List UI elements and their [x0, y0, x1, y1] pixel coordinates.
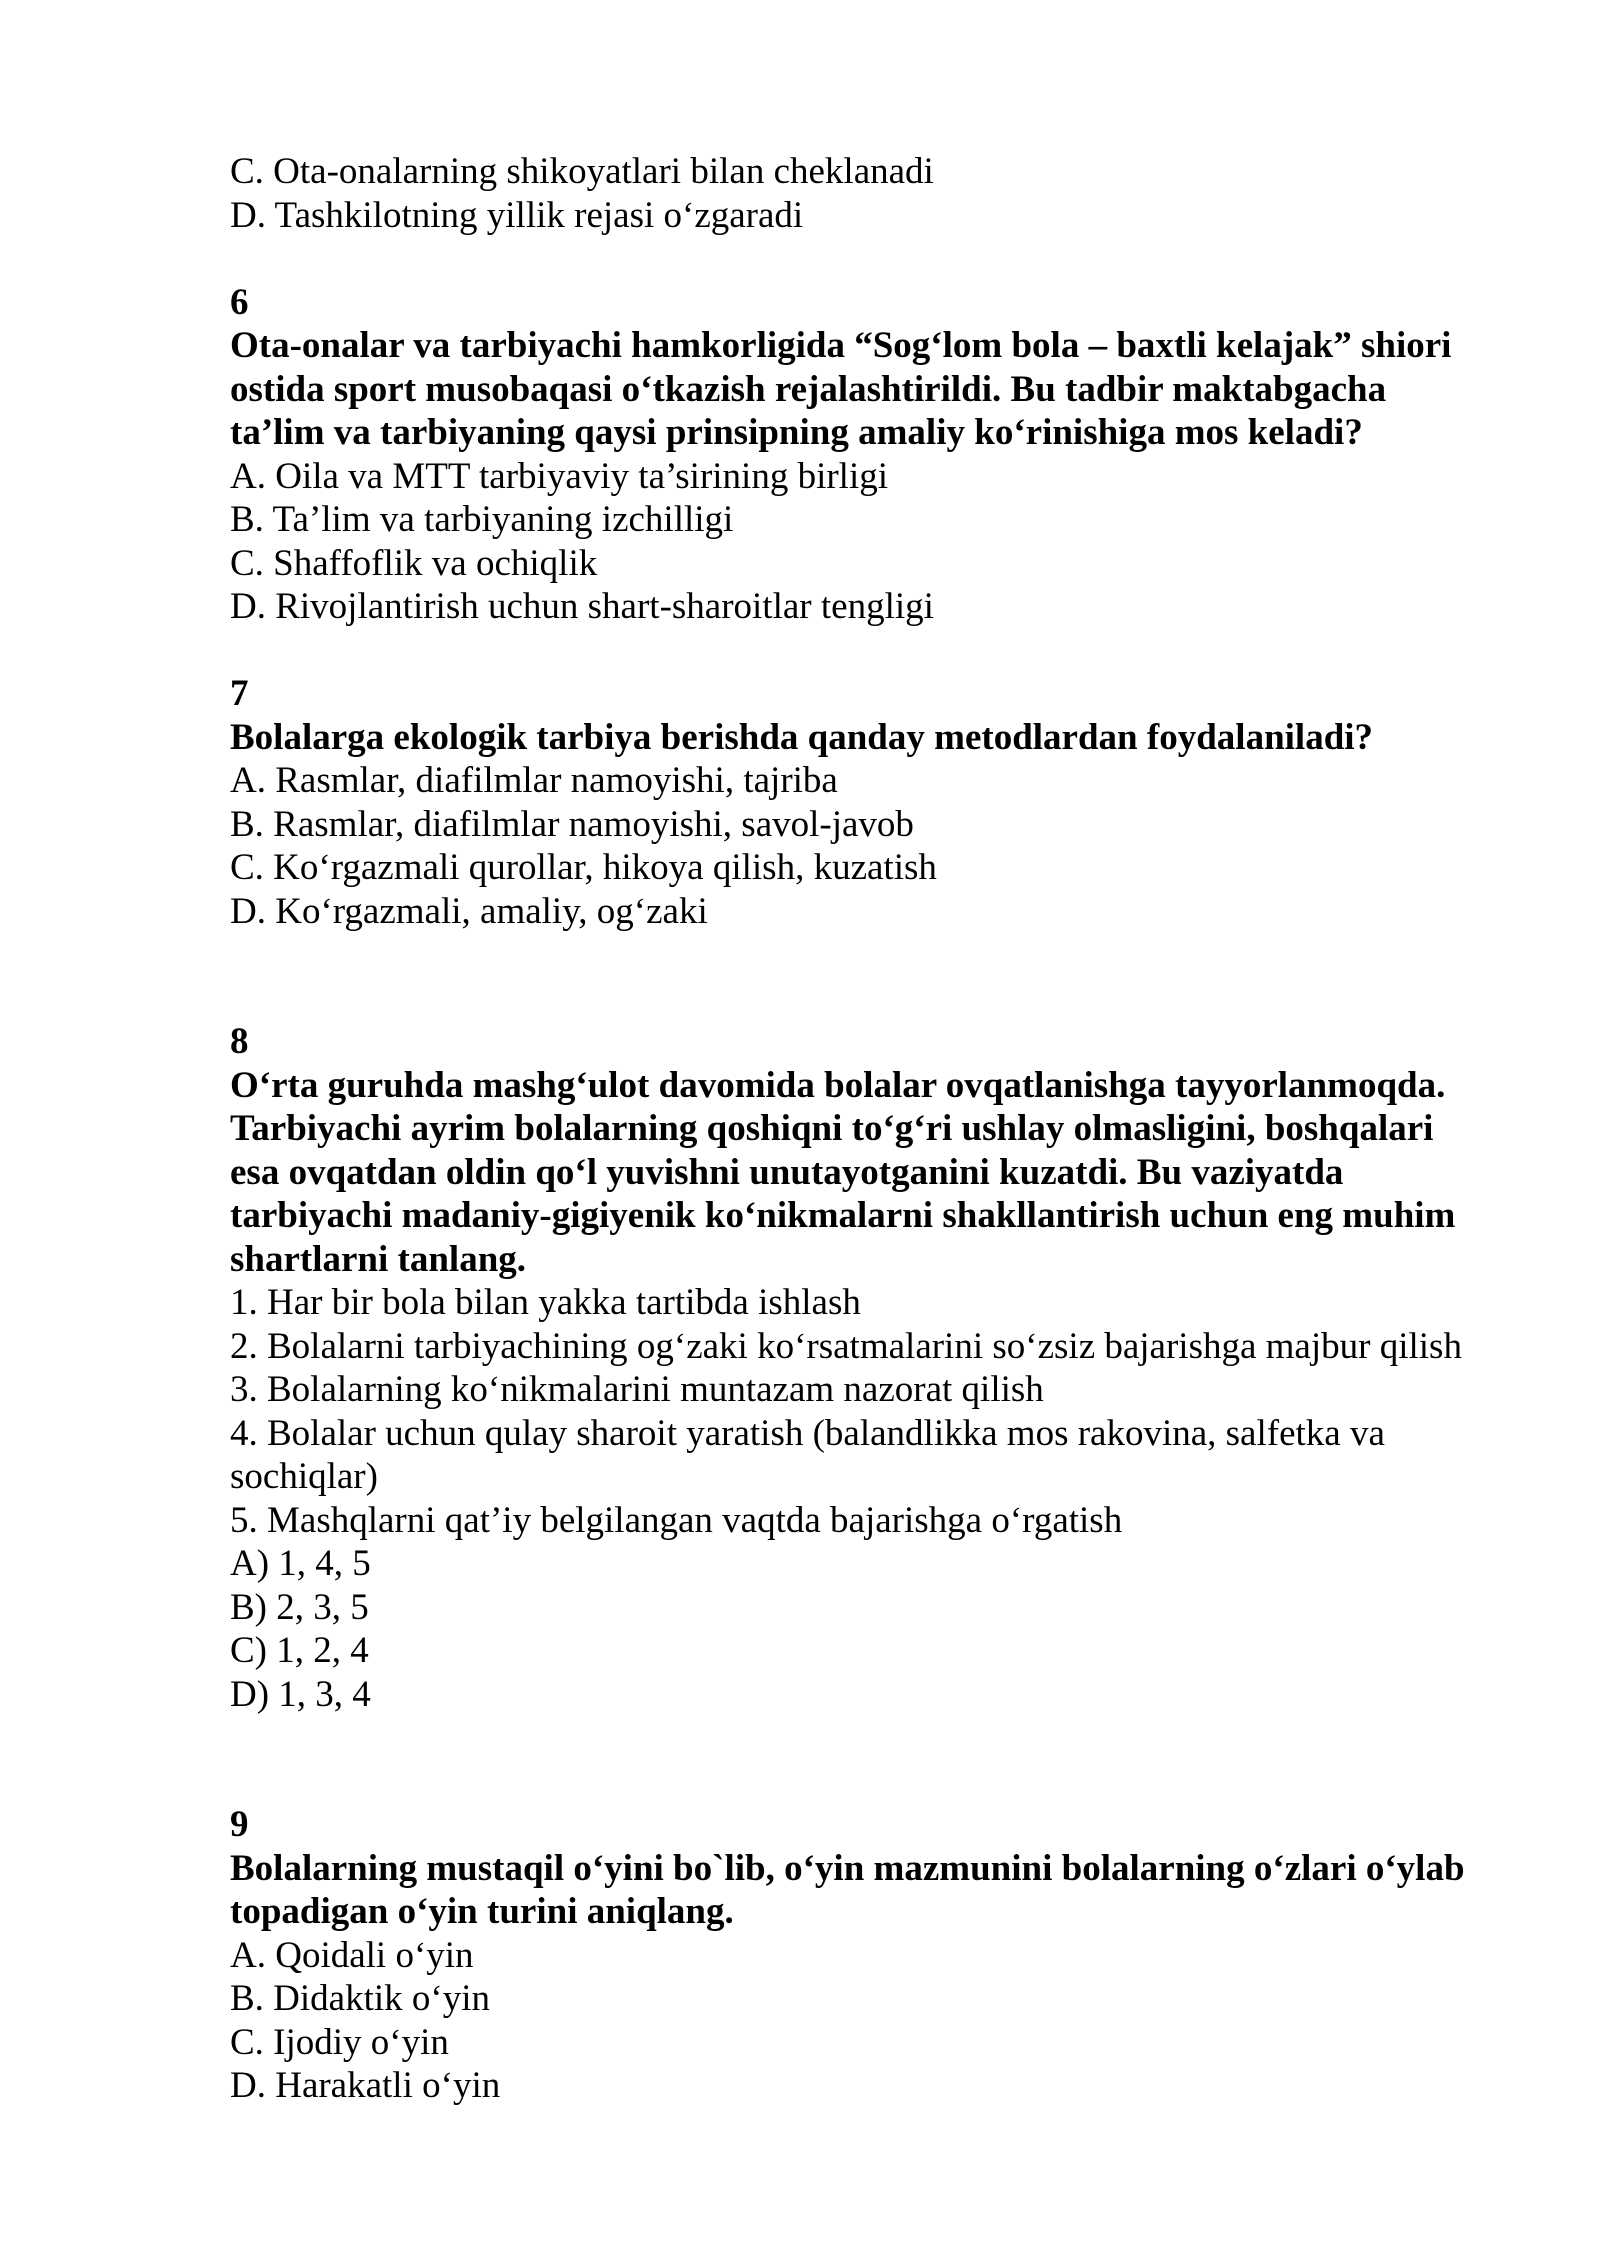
- question-text-line: shartlarni tanlang.: [230, 1238, 527, 1280]
- previous-question-options: [230, 150, 1530, 237]
- question-9: [230, 1803, 1530, 2108]
- statement-4-continued: sochiqlar): [230, 1456, 378, 1497]
- option-d: D. Tashkilotning yillik rejasi o‘zgaradi: [230, 194, 804, 236]
- option-c: C. Ijodiy o‘yin: [230, 2021, 449, 2063]
- question-text-line: Bolalarning mustaqil o‘yini bo`lib, o‘yin mazmunini bolalarning o‘zlari o‘ylab: [230, 1847, 1465, 1889]
- option-a: A) 1, 4, 5: [230, 1543, 371, 1584]
- option-d: D. Rivojlantirish uchun shart-sharoitlar tengligi: [230, 586, 934, 627]
- question-number: 9: [230, 1804, 249, 1845]
- question-number: 6: [230, 281, 249, 323]
- question-6: [230, 281, 1530, 629]
- option-c: C. Ko‘rgazmali qurollar, hikoya qilish, kuzatish: [230, 847, 937, 888]
- question-text-line: tarbiyachi madaniy-gigiyenik ko‘nikmalarni shakllantirish uchun eng muhim: [230, 1195, 1456, 1236]
- option-c: C. Ota-onalarning shikoyatlari bilan cheklanadi: [230, 151, 934, 192]
- question-8: [230, 1020, 1530, 1716]
- option-b: B. Ta’lim va tarbiyaning izchilligi: [230, 499, 734, 540]
- option-b: B) 2, 3, 5: [230, 1586, 369, 1628]
- option-a: A. Oila va MTT tarbiyaviy ta’sirining birligi: [230, 455, 889, 497]
- question-text-line: topadigan o‘yin turini aniqlang.: [230, 1891, 734, 1932]
- option-b: B. Didaktik o‘yin: [230, 1978, 491, 2019]
- question-7: [230, 672, 1530, 933]
- statement-1: 1. Har bir bola bilan yakka tartibda ishlash: [230, 1282, 861, 1323]
- statement-3: 3. Bolalarning ko‘nikmalarini muntazam nazorat qilish: [230, 1369, 1044, 1410]
- document-page: [230, 150, 1530, 2108]
- question-text-line: ostida sport musobaqasi o‘tkazish rejalashtirildi. Bu tadbir maktabgacha: [230, 368, 1387, 410]
- option-c: C. Shaffoflik va ochiqlik: [230, 542, 598, 584]
- option-b: B. Rasmlar, diafilmlar namoyishi, savol-javob: [230, 803, 914, 845]
- question-text-line: O‘rta guruhda mashg‘ulot davomida bolalar ovqatlanishga tayyorlanmoqda.: [230, 1064, 1446, 1106]
- option-a: A. Qoidali o‘yin: [230, 1934, 474, 1976]
- statement-4: 4. Bolalar uchun qulay sharoit yaratish (balandlikka mos rakovina, salfetka va: [230, 1412, 1385, 1454]
- option-d: D. Ko‘rgazmali, amaliy, og‘zaki: [230, 890, 708, 932]
- question-text-line: esa ovqatdan oldin qo‘l yuvishni unutayotganini kuzatdi. Bu vaziyatda: [230, 1151, 1344, 1193]
- option-d: D) 1, 3, 4: [230, 1673, 371, 1715]
- question-text-line: Ota-onalar va tarbiyachi hamkorligida “Sog‘lom bola – baxtli kelajak” shiori: [230, 325, 1452, 366]
- question-text-line: Tarbiyachi ayrim bolalarning qoshiqni to‘g‘ri ushlay olmasligini, boshqalari: [230, 1108, 1434, 1149]
- question-text-line: ta’lim va tarbiyaning qaysi prinsipning amaliy ko‘rinishiga mos keladi?: [230, 412, 1363, 453]
- statement-2: 2. Bolalarni tarbiyachining og‘zaki ko‘rsatmalarini so‘zsiz bajarishga majbur qilish: [230, 1325, 1462, 1367]
- option-d: D. Harakatli o‘yin: [230, 2065, 501, 2106]
- question-number: 8: [230, 1021, 249, 1062]
- question-number: 7: [230, 673, 249, 714]
- statement-5: 5. Mashqlarni qat’iy belgilangan vaqtda bajarishga o‘rgatish: [230, 1499, 1123, 1541]
- option-a: A. Rasmlar, diafilmlar namoyishi, tajriba: [230, 760, 838, 801]
- question-text-line: Bolalarga ekologik tarbiya berishda qanday metodlardan foydalaniladi?: [230, 716, 1374, 758]
- option-c: C) 1, 2, 4: [230, 1630, 369, 1671]
